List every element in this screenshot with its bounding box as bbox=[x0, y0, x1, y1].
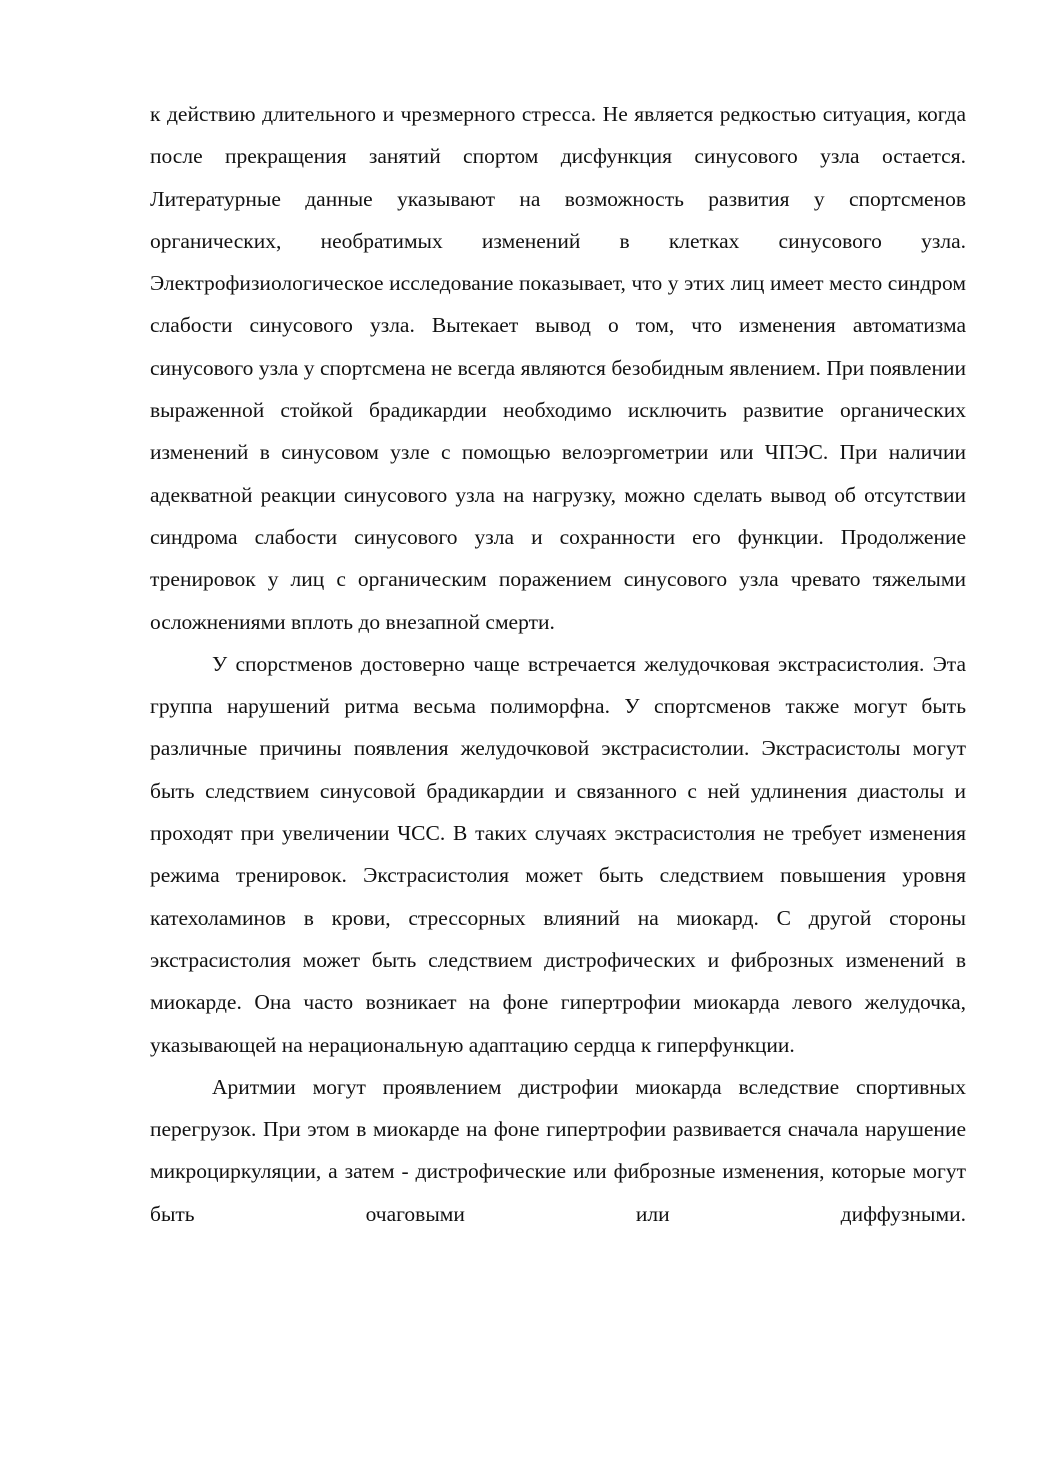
document-body bbox=[150, 93, 966, 1235]
paragraph-3: Аритмии могут проявлением дистрофии миокарда вследствие спортивных перегрузок. При этом в миокарде на фоне гипертрофии развивается сначала нарушение микроциркуляции, а затем - дистрофические или фиброзные изменения, которые могут быть очаговыми или диффузными. bbox=[150, 1074, 966, 1226]
paragraph-1: к действию длительного и чрезмерного стресса. Не является редкостью ситуация, когда после прекращения занятий спортом дисфункция синусового узла остается. Литературные данные указывают на возможность развития у спортсменов органических, необратимых изменений в клетках синусового узла. Электрофизиологическое исследование показывает, что у этих лиц имеет место синдром слабости синусового узла. Вытекает вывод о том, что изменения автоматизма синусового узла у спортсмена не всегда являются безобидным явлением. При появлении выраженной стойкой брадикардии необходимо исключить развитие органических изменений в синусовом узле с помощью велоэргометрии или ЧПЭС. При наличии адекватной реакции синусового узла на нагрузку, можно сделать вывод об отсутствии синдрома слабости синусового узла и сохранности его функции. Продолжение тренировок у лиц с органическим поражением синусового узла чревато тяжелыми осложнениями вплоть до внезапной смерти. bbox=[150, 102, 966, 634]
paragraph-2: У спорстменов достоверно чаще встречается желудочковая экстрасистолия. Эта группа нарушений ритма весьма полиморфна. У спортсменов также могут быть различные причины появления желудочковой экстрасистолии. Экстрасистолы могут быть следствием синусовой брадикардии и связанного с ней удлинения диастолы и проходят при увеличении ЧСС. В таких случаях экстрасистолия не требует изменения режима тренировок. Экстрасистолия может быть следствием повышения уровня катехоламинов в крови, стрессорных влияний на миокард. С другой стороны экстрасистолия может быть следствием дистрофических и фиброзных изменений в миокарде. Она часто возникает на фоне гипертрофии миокарда левого желудочка, указывающей на нерациональную адаптацию сердца к гиперфункции. bbox=[150, 651, 966, 1057]
